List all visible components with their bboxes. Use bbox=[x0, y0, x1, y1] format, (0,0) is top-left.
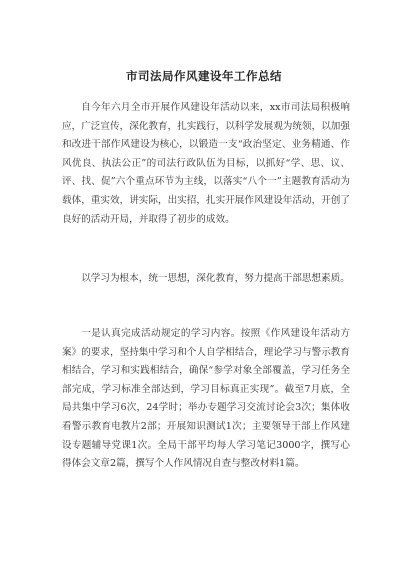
paragraph-section-heading: 以学习为根本，统一思想，深化教育，努力提高干部思想素质。 bbox=[81, 273, 350, 284]
paragraph-intro: 自今年六月全市开展作风建设年活动以来，xx市司法局积极响应，广泛宣传，深化教育，扎实践行，以科学发展观为统领，以加强和改进干部作风建设为核心，以锻造一支“政治坚定、业务精通、作风优良、执法公正”的司法行政队伍为目标，以抓好“学、思、议、评、找、促”六个重点环节为主线，以落实“八个一”主题教育活动为载体，重实效，讲实际，出实招，扎实开展作风建设年活动，开创了良好的活动开局，并取得了初步的成效。 bbox=[62, 102, 350, 225]
paragraph-study-details: 一是认真完成活动规定的学习内容。按照《作风建设年活动方案》的要求，坚持集中学习和个人自学相结合，理论学习与警示教育相结合，学习和实践相结合，确保“参学对象全部覆盖，学习任务全部完成，学习标准全部达到，学习目标真正实现”。截至7月底，全局共集中学习6次，24学时；举办专题学习交流讨论会3次；集体收看警示教育电教片2部；开展知识测试1次；主要领导干部上作风建设专题辅导党课1次。全局干部平均每人学习笔记3000字，撰写心得体会文章2篇，撰写个人作风情况自查与整改材料1篇。 bbox=[62, 328, 350, 470]
document-title: 市司法局作风建设年工作总结 bbox=[126, 69, 282, 83]
